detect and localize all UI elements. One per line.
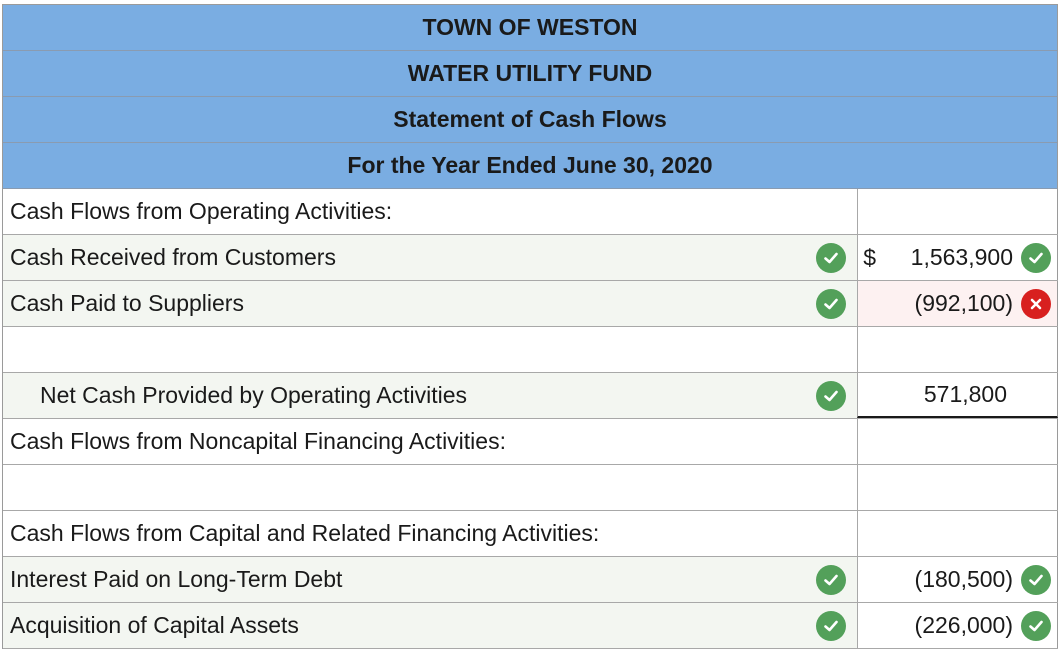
row-mark	[805, 419, 857, 464]
row-value-acquisition-capital-assets[interactable]	[857, 603, 1058, 648]
x-circle-icon	[1021, 289, 1051, 319]
check-circle-icon	[1021, 565, 1051, 595]
row-label-net-cash-operating[interactable]: Net Cash Provided by Operating Activities	[40, 382, 467, 408]
row-label-blank[interactable]	[3, 327, 805, 372]
table-row	[3, 557, 1058, 603]
row-mark	[805, 603, 857, 648]
row-value[interactable]	[857, 511, 1058, 556]
fund-title: WATER UTILITY FUND	[3, 51, 1058, 97]
row-label-blank[interactable]	[3, 465, 805, 510]
entity-title: TOWN OF WESTON	[3, 5, 1058, 51]
row-label-operating-heading[interactable]: Cash Flows from Operating Activities:	[10, 198, 393, 224]
row-value[interactable]	[857, 465, 1058, 510]
row-value[interactable]	[857, 189, 1058, 234]
row-mark	[805, 327, 857, 372]
currency-symbol: $	[863, 244, 876, 270]
value-text: (180,500)	[914, 566, 1013, 592]
row-label-cash-received[interactable]: Cash Received from Customers	[10, 244, 336, 270]
row-value-cash-received[interactable]	[857, 235, 1058, 280]
row-mark	[805, 511, 857, 556]
row-value-interest-paid[interactable]	[857, 557, 1058, 602]
table-row	[3, 465, 1058, 511]
table-row	[3, 603, 1058, 649]
row-value-cash-paid-suppliers[interactable]	[857, 281, 1058, 326]
row-value[interactable]	[857, 327, 1058, 372]
table-row	[3, 235, 1058, 281]
row-mark	[805, 465, 857, 510]
value-text: (226,000)	[914, 612, 1013, 638]
row-value[interactable]	[857, 419, 1058, 464]
statement-title: Statement of Cash Flows	[3, 97, 1058, 143]
value-text: (992,100)	[914, 290, 1013, 316]
row-label-capital-heading[interactable]: Cash Flows from Capital and Related Financing Activities:	[10, 520, 600, 546]
check-circle-icon	[1021, 243, 1051, 273]
value-text: 1,563,900	[910, 244, 1013, 270]
table-row	[3, 511, 1058, 557]
check-circle-icon	[816, 611, 846, 641]
row-mark	[805, 281, 857, 326]
row-mark	[805, 373, 857, 418]
table-row	[3, 419, 1058, 465]
check-circle-icon	[816, 289, 846, 319]
period-title: For the Year Ended June 30, 2020	[3, 143, 1058, 189]
table-row	[3, 281, 1058, 327]
row-label-interest-paid[interactable]: Interest Paid on Long-Term Debt	[10, 566, 343, 592]
table-row	[3, 189, 1058, 235]
row-value-net-cash-operating	[857, 373, 1058, 418]
check-circle-icon	[1021, 611, 1051, 641]
cash-flow-statement	[2, 4, 1058, 649]
table-row	[3, 327, 1058, 373]
row-mark	[805, 235, 857, 280]
row-label-acquisition-capital-assets[interactable]: Acquisition of Capital Assets	[10, 612, 299, 638]
check-circle-icon	[816, 243, 846, 273]
check-circle-icon	[816, 565, 846, 595]
value-text: 571,800	[923, 381, 1008, 407]
row-label-noncapital-heading[interactable]: Cash Flows from Noncapital Financing Activities:	[10, 428, 506, 454]
check-circle-icon	[816, 381, 846, 411]
table-row	[3, 373, 1058, 419]
row-label-cash-paid-suppliers[interactable]: Cash Paid to Suppliers	[10, 290, 244, 316]
row-mark	[805, 557, 857, 602]
row-mark	[805, 189, 857, 234]
